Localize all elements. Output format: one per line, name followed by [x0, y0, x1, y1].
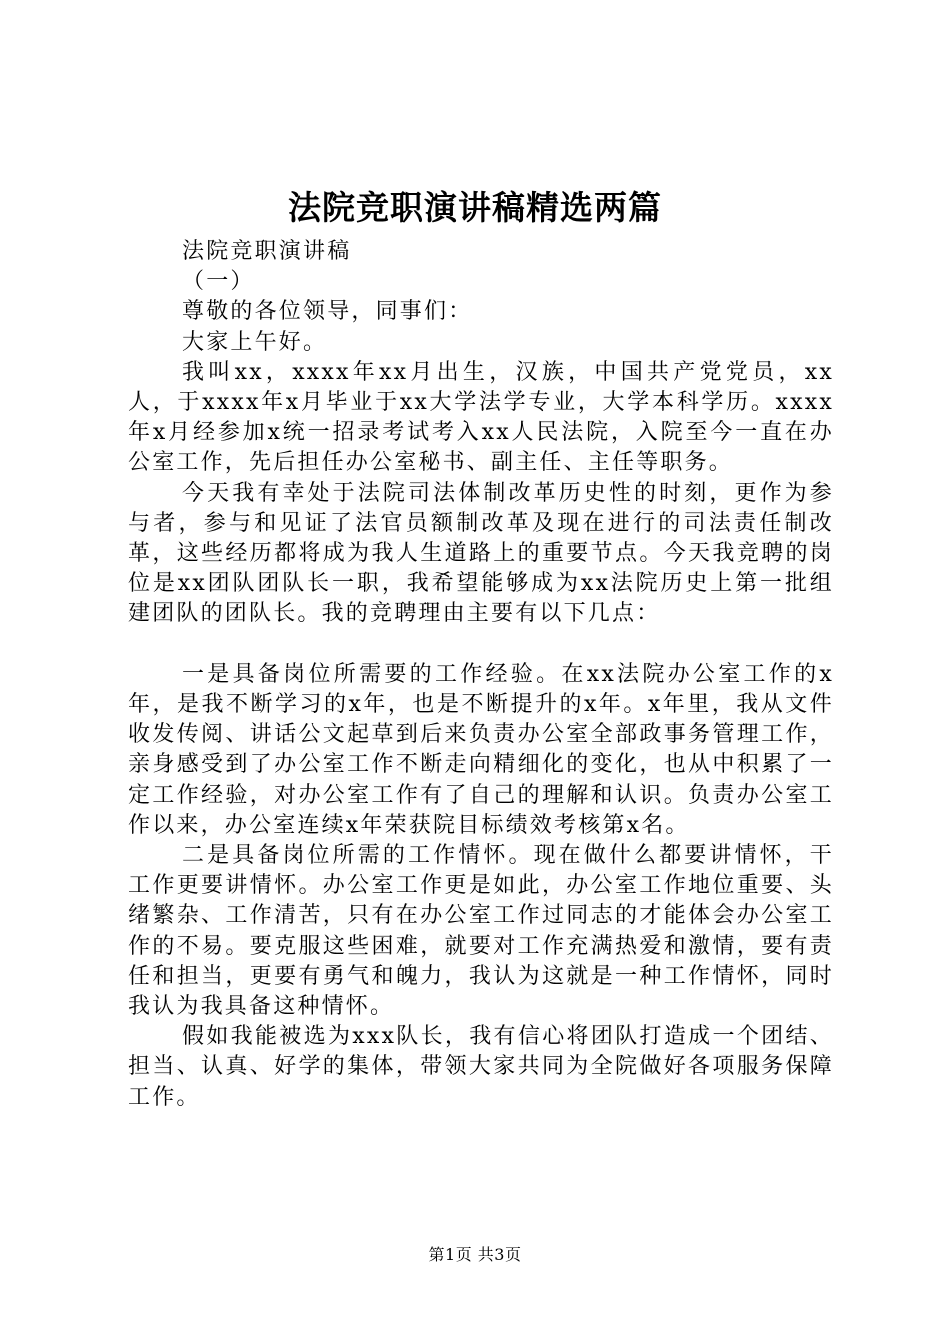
- document-title: 法院竞职演讲稿精选两篇: [288, 188, 662, 227]
- section-number-paragraph: （一）: [182, 269, 255, 295]
- page-indicator: 第1页 共3页: [428, 1245, 522, 1264]
- subtitle-paragraph: 法院竞职演讲稿: [182, 239, 352, 264]
- salutation-paragraph: 尊敬的各位领导，同事们：: [182, 299, 473, 325]
- blank-line: [128, 630, 834, 660]
- background-paragraph: 今天我有幸处于法院司法体制改革历史性的时刻，更作为参与者，参与和见证了法官员额制改革及现在进行的司法责任制改革，这些经历都将成为我人生道路上的重要节点。今天我竞聘的岗位是xx团队团队长一职，我希望能够成为xx法院历史上第一批组建团队的团队长。我的竞聘理由主要有以下几点：: [128, 480, 834, 627]
- commitment-paragraph: 假如我能被选为xxx队长，我有信心将团队打造成一个团结、担当、认真、好学的集体，带领大家共同为全院做好各项服务保障工作。: [128, 1024, 834, 1110]
- intro-paragraph: 我叫xx，xxxx年xx月出生，汉族，中国共产党党员，xx人，于xxxx年x月毕业于xx大学法学专业，大学本科学历。xxxx年x月经参加x统一招录考试考入xx人民法院，入院至今一直在办公室工作，先后担任办公室秘书、副主任、主任等职务。: [128, 359, 834, 476]
- document-body: [128, 237, 834, 1113]
- reason-two-paragraph: 二是具备岗位所需的工作情怀。现在做什么都要讲情怀，干工作更要讲情怀。办公室工作更是如此，办公室工作地位重要、头绪繁杂、工作清苦，只有在办公室工作过同志的才能体会办公室工作的不易。要克服这些困难，就要对工作充满热爱和激情，要有责任和担当，更要有勇气和魄力，我认为这就是一种工作情怀，同时我认为我具备这种情怀。: [128, 843, 834, 1020]
- greeting-paragraph: 大家上午好。: [182, 329, 328, 355]
- reason-one-paragraph: 一是具备岗位所需要的工作经验。在xx法院办公室工作的x年，是我不断学习的x年，也是不断提升的x年。x年里，我从文件收发传阅、讲话公文起草到后来负责办公室全部政事务管理工作，亲身感受到了办公室工作不断走向精细化的变化，也从中积累了一定工作经验，对办公室工作有了自己的理解和认识。负责办公室工作以来，办公室连续x年荣获院目标绩效考核第x名。: [128, 661, 834, 838]
